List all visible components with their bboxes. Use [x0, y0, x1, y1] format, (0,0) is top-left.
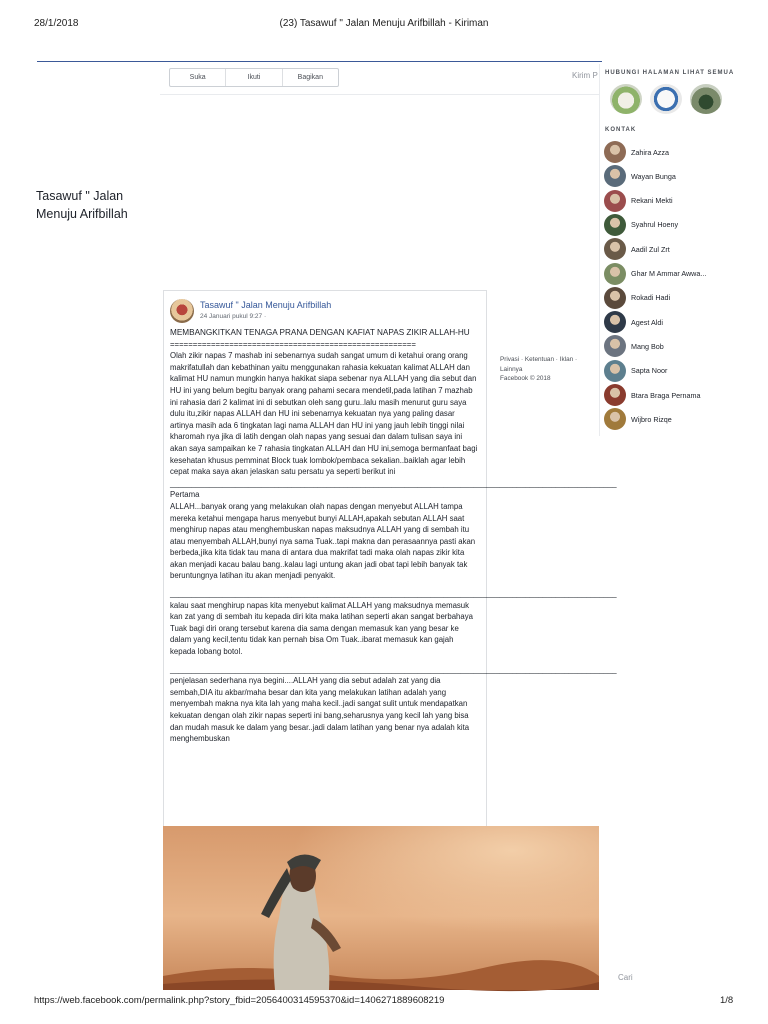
page-thumbnail[interactable]: [610, 84, 642, 114]
column-divider: [599, 64, 600, 436]
contact-avatar: [604, 214, 626, 236]
page-avatar[interactable]: [170, 299, 194, 323]
print-date: 28/1/2018: [34, 18, 79, 29]
contact-avatar: [604, 287, 626, 309]
contact-item[interactable]: [604, 311, 663, 333]
suggested-pages: [610, 84, 722, 114]
contact-item[interactable]: [604, 384, 701, 406]
contact-item[interactable]: [604, 408, 672, 430]
post-author-link[interactable]: Tasawuf " Jalan Menuju Arifbillah: [200, 300, 332, 310]
contact-item[interactable]: [604, 287, 670, 309]
send-message-button[interactable]: Kirim P: [572, 71, 598, 80]
contact-item[interactable]: [604, 141, 669, 163]
contact-name: Ghar M Ammar Awwa...: [631, 269, 707, 278]
post-timestamp[interactable]: 24 Januari pukul 9:27 ·: [200, 313, 267, 320]
post-paragraph: penjelasan sederhana nya begini....ALLAH yang dia sebut adalah zat yang dia sembah,DIA itu akbar/maha besar dan kita yang melakukan latihan adalah yang menyembah makna nya kita lah yang maha kecil..jadi sangat sulit untuk mendapatkan kekuatan dengan olah zikir napas seperti ini bang,seharusnya yang kecil lah yang bisa dan mudah masuk ke dalam yang besar..jadi dalam latihan yang benar nya adalah kita menghembuskan: [170, 676, 472, 744]
contact-item[interactable]: [604, 360, 667, 382]
contact-item[interactable]: [604, 238, 670, 260]
contact-name: Syahrul Hoeny: [631, 220, 679, 230]
share-button[interactable]: Bagikan: [297, 74, 323, 81]
contact-avatar: [604, 141, 626, 163]
contact-item[interactable]: [604, 214, 678, 236]
post-paragraph: kalau saat menghirup napas kita menyebut kalimat ALLAH yang maksudnya memasuk kan zat yang di sembah itu kepada diri kita maka latihan seperti akan sangat berbahaya Tuak bagi diri orang tersebut karena dia sama dengan memasuk kan yang besar ke dalam yang kecil,tentu tidak kan pernah bisa Om Tuak..ibarat memasuk kan gajah kepada lobang botol.: [170, 600, 475, 657]
contact-name: Sapta Noor: [631, 366, 668, 376]
contact-avatar: [604, 311, 626, 333]
contact-avatar: [604, 360, 626, 382]
follow-button[interactable]: Ikuti: [226, 69, 282, 86]
contact-avatar: [604, 190, 626, 212]
contact-name: Rokadi Hadi: [631, 293, 671, 303]
contact-avatar: [604, 165, 626, 187]
post-heading: MEMBANGKITKAN TENAGA PRANA DENGAN KAFIAT NAPAS ZIKIR ALLAH-HU: [170, 328, 470, 337]
page-thumbnail[interactable]: [690, 84, 722, 114]
contact-avatar: [604, 408, 626, 430]
print-page-number: 1/8: [720, 995, 734, 1006]
pages-heading[interactable]: HUBUNGI HALAMAN LIHAT SEMUA: [605, 70, 735, 76]
separator-equals: ======================================================: [170, 339, 416, 349]
separator-line: _______________________________________________________________________________________________________: [170, 664, 617, 674]
contact-avatar: [604, 263, 626, 285]
print-title: (23) Tasawuf " Jalan Menuju Arifbillah - Kiriman: [279, 18, 489, 29]
footer-links[interactable]: Privasi · Ketentuan · Iklan · Lainnya: [500, 356, 578, 373]
contact-avatar: [604, 335, 626, 357]
action-button-group: [169, 68, 339, 87]
post-paragraph: ALLAH...banyak orang yang melakukan olah napas dengan menyebut ALLAH tampa mereka ketahui mengapa harus menyebut bunyi ALLAH,apakah sebutan ALLAH saat menghirup napas atau menghembuskan napas maksudnya ALLAH yang di sembah itu atau menyembah ALLAH,bunyi nya sama Tuak..tapi makna dan perasaannya pasti akan berbeda,jika kita tidak tau mana di antara dua makrifat tadi maka olah napas zikir kita akan menjadi kacau balau bang..kalau lagi untung akan jadi obat tapi lebih banyak tak beruntungnya latihan itu akan menjadi penyakit.: [170, 501, 478, 581]
separator-line: _______________________________________________________________________________________________________: [170, 478, 617, 488]
post-intro: Olah zikir napas 7 mashab ini sebenarnya sudah sangat umum di ketahui orang orang makrifatullah dan kebathinan yaitu menggunakan rahasia kekuatan kalimat ALLAH dan kalimat HU namun mungkin hanya hakikat siapa sebenar nya ALLAH yang dia sebut dan HU ini yang belum begitu banyak orang pahami secara mendetil,pada latihan 7 mazhab ini rahasia dari 2 kalimat ini di sebutkan oleh sang guru..lalu masih menurut guru saya dulu itu,zikir napas ALLAH dan HU ini sebenarnya kekuatan nya yang paling dasar artinya masih ada 6 tingkatan lagi nama ALLAH dan HU ini yang jauh lebih tinggi nilai kharomah nya jika di latih dengan olah napas yang sesuai dan dalam tulisan saya ini akan saya sampaikan ke 7 rahasia tingkatan ALLAH dan HU ini,semoga bermanfaat bagi kesehatan khusus pemminat Block tuak lombok/pembaca sekalian..baiklah agar lebih cepat maka saya akan jelaskan satu persatu ya seperti berikut ini: [170, 351, 480, 477]
like-button[interactable]: Suka: [170, 69, 226, 86]
chat-search-input[interactable]: Cari: [618, 973, 633, 982]
post-image[interactable]: [163, 826, 599, 990]
contact-name: Mang Bob: [631, 341, 664, 351]
contact-name: Agest Aldi: [631, 317, 663, 327]
contact-avatar: [604, 384, 626, 406]
contacts-heading: KONTAK: [605, 127, 637, 133]
contact-item[interactable]: [604, 335, 664, 357]
contact-item[interactable]: [604, 190, 673, 212]
top-rule: [37, 61, 602, 62]
page-title[interactable]: Tasawuf " Jalan Menuju Arifbillah: [36, 189, 128, 221]
page-thumbnail[interactable]: [650, 84, 682, 114]
contact-name: Aadil Zul Zrt: [631, 244, 670, 254]
contact-name: Wayan Bunga: [631, 171, 676, 181]
section-label: Pertama: [170, 490, 200, 500]
copyright: Facebook © 2018: [500, 375, 551, 382]
contact-item[interactable]: [604, 263, 706, 285]
print-url: https://web.facebook.com/permalink.php?story_fbid=2056400314595370&id=1406271889608219: [34, 995, 445, 1006]
contact-avatar: [604, 238, 626, 260]
page-action-bar: [160, 64, 600, 95]
contact-item[interactable]: [604, 165, 676, 187]
separator-line: _______________________________________________________________________________________________________: [170, 589, 617, 599]
contact-name: Wijbro Rizqe: [631, 414, 672, 424]
contact-name: Btara Braga Pernama: [631, 390, 701, 400]
contact-name: Zahira Azza: [631, 147, 669, 157]
desert-figure-image: [163, 826, 599, 990]
contact-name: Rekani Mekti: [631, 196, 673, 206]
